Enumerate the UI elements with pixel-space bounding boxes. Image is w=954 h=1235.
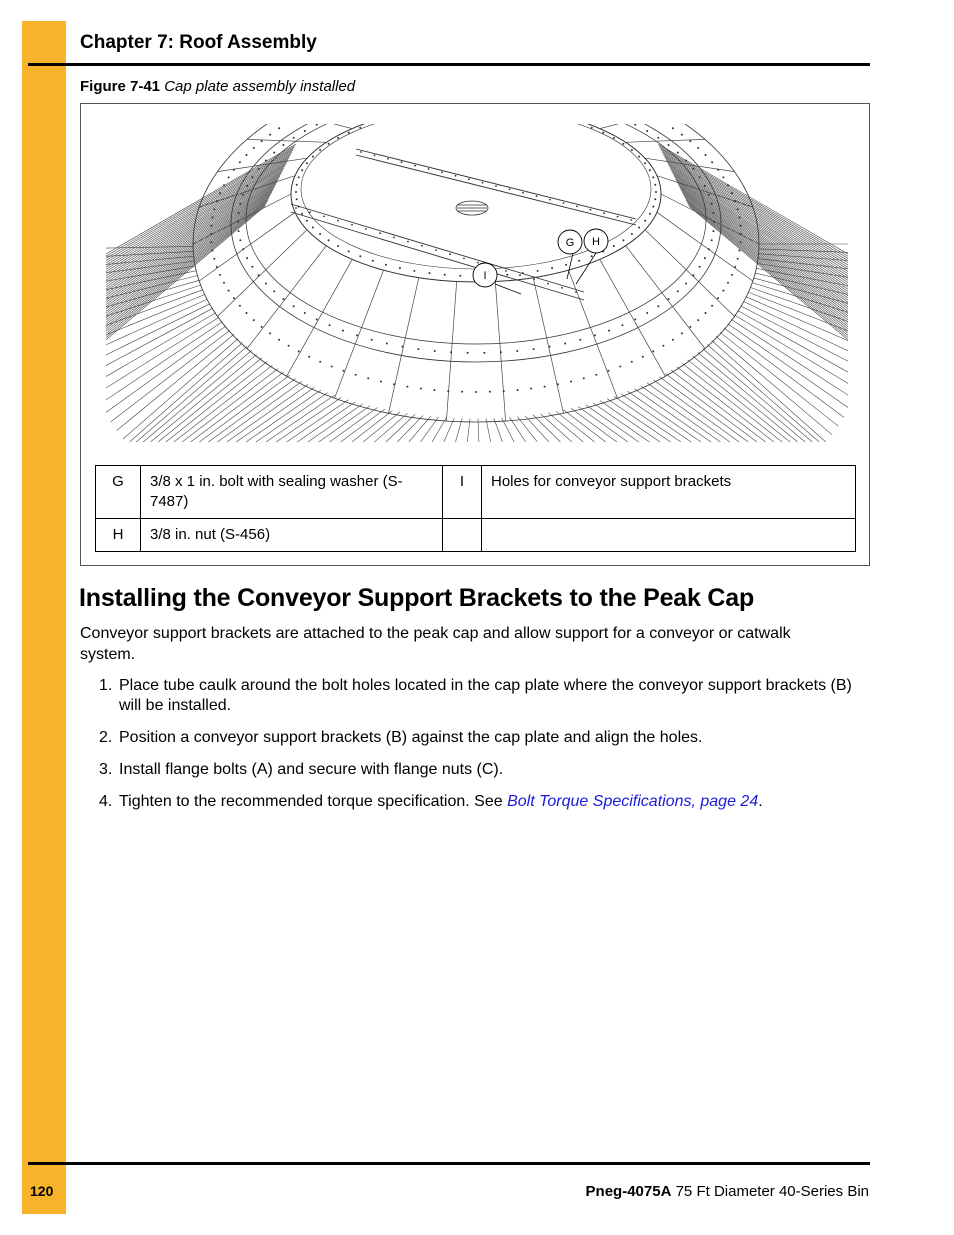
page-number: 120 (30, 1183, 54, 1199)
svg-text:H: H (592, 236, 600, 248)
step-number: 4. (99, 793, 113, 810)
callout-h (584, 229, 608, 253)
list-item (80, 792, 870, 812)
callout-leaders (495, 253, 596, 294)
legend-key: G (96, 466, 141, 519)
section-heading: Installing the Conveyor Support Brackets to the Peak Cap (79, 584, 755, 612)
callout-g (558, 230, 582, 254)
bolt-holes (210, 124, 742, 393)
figure-number: Figure 7-41 (80, 78, 161, 95)
legend-description: Holes for conveyor support brackets (482, 466, 856, 519)
svg-text:G: G (565, 237, 575, 249)
steps-list (80, 676, 870, 824)
table-row (96, 519, 856, 552)
step-number: 1. (99, 677, 113, 694)
figure-caption-text: Cap plate assembly installed (164, 78, 356, 95)
document-title: 75 Ft Diameter 40-Series Bin (671, 1183, 869, 1200)
center-vent-icon (456, 201, 488, 215)
chapter-side-bar (22, 21, 66, 1214)
step-text-end: . (758, 793, 763, 810)
figure-caption (80, 78, 355, 95)
intro-paragraph: Conveyor support brackets are attached to the peak cap and allow support for a conveyor or catwalk system. (80, 625, 791, 663)
legend-description: 3/8 x 1 in. bolt with sealing washer (S-7487) (141, 466, 443, 519)
conveyor-rails (291, 149, 636, 300)
footer-rule (28, 1162, 870, 1165)
cap-plate-illustration (106, 124, 848, 442)
legend-key (443, 519, 482, 552)
step-number: 2. (99, 729, 113, 746)
step-text: Install flange bolts (A) and secure with flange nuts (C). (119, 761, 504, 778)
step-text: Tighten to the recommended torque specification. See (119, 793, 508, 810)
roof-panels (106, 144, 848, 442)
bolt-torque-link[interactable]: Bolt Torque Specifications, page 24 (507, 793, 759, 810)
document-id (586, 1183, 869, 1200)
callout-i (473, 263, 497, 287)
parts-legend-table (95, 465, 856, 552)
legend-key: I (443, 466, 482, 519)
legend-description: 3/8 in. nut (S-456) (141, 519, 443, 552)
step-number: 3. (99, 761, 113, 778)
table-row (96, 466, 856, 519)
chapter-title: Chapter 7: Roof Assembly (80, 32, 317, 53)
legend-key: H (96, 519, 141, 552)
header-rule (28, 63, 870, 66)
step-text: Position a conveyor support brackets (B) against the cap plate and align the holes. (119, 729, 703, 746)
list-item (80, 728, 870, 748)
document-number: Pneg-4075A (585, 1183, 672, 1200)
list-item (80, 760, 870, 780)
list-item (80, 676, 870, 716)
legend-description (482, 519, 856, 552)
svg-text:I: I (483, 270, 487, 282)
figure-box (80, 103, 870, 566)
step-text: Place tube caulk around the bolt holes located in the cap plate where the conveyor support brackets (B) will be installed. (119, 677, 852, 714)
